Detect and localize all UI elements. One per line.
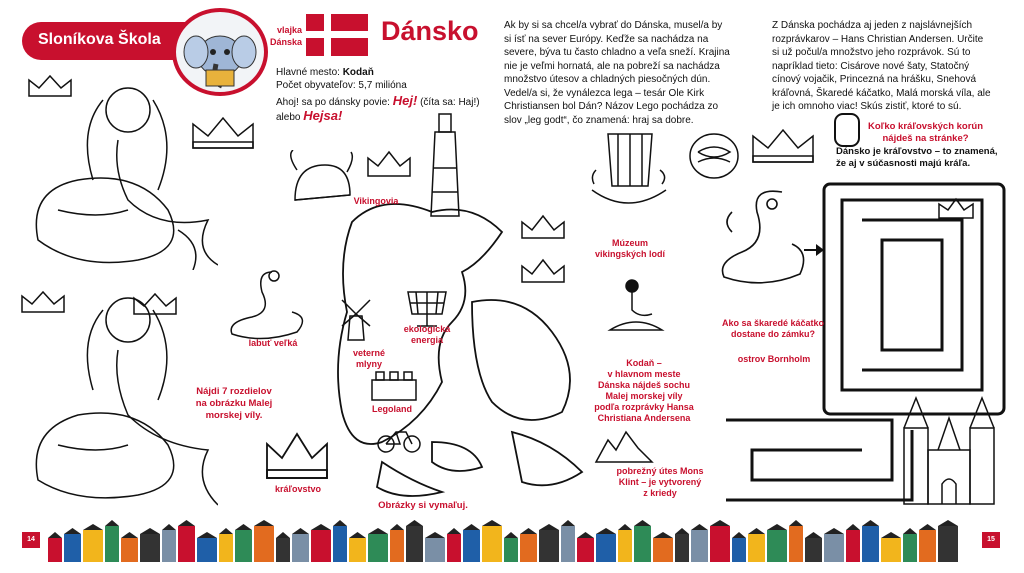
label-eko	[392, 324, 462, 346]
castle-icon	[894, 388, 1004, 508]
house-icon	[390, 530, 404, 562]
label-kodan-line: podľa rozprávky Hansa	[594, 402, 694, 412]
house-icon	[83, 530, 103, 562]
house-icon	[675, 534, 689, 562]
roof-icon	[805, 532, 822, 538]
roof-icon	[83, 524, 103, 530]
roof-icon	[577, 532, 594, 538]
roof-icon	[675, 528, 689, 534]
text-line: rozprávkarov – Hans Christian Andersen. Určite	[772, 33, 984, 45]
quiz-answer-1: Dánsko je kráľovstvo – to znamená,	[836, 146, 998, 157]
text-line: je ich omnoho viac! Skús zistiť, ktoré to sú.	[772, 101, 962, 112]
roof-icon	[197, 532, 217, 538]
text-line: množstvo útesov a chladných piesočných dún.	[504, 74, 711, 85]
house-icon	[824, 534, 844, 562]
label-mons	[610, 466, 710, 499]
house-icon	[349, 538, 366, 562]
quiz-answer-2: že aj v súčasnosti majú kráľa.	[836, 158, 971, 169]
house-icon	[805, 538, 822, 562]
denmark-flag-icon	[306, 14, 368, 56]
roof-icon	[634, 520, 651, 526]
label-mons-3: z kriedy	[643, 488, 677, 498]
house-icon	[539, 530, 559, 562]
house-icon	[292, 534, 309, 562]
house-icon	[504, 538, 518, 562]
text-line: si už počul/a množstvo jeho rozprávok. Sú to	[772, 47, 971, 58]
house-icon	[862, 526, 879, 562]
house-icon	[577, 538, 594, 562]
house-icon	[197, 538, 217, 562]
roof-icon	[596, 528, 616, 534]
house-icon	[463, 530, 480, 562]
house-icon	[618, 530, 632, 562]
label-kacatko	[718, 318, 828, 340]
label-muzeum-2: vikingských lodí	[594, 249, 666, 259]
label-kodan-line: v hlavnom meste	[607, 369, 681, 379]
text-line: Z Dánska pochádza aj jeden z najslávnejších	[772, 20, 973, 31]
page-number-right: 15	[982, 532, 1000, 548]
label-labut: labuť veľká	[248, 338, 298, 348]
house-icon	[634, 526, 651, 562]
house-icon	[140, 534, 160, 562]
house-icon	[732, 538, 746, 562]
population: Počet obyvateľov: 5,7 milióna	[276, 80, 407, 91]
house-icon	[368, 534, 388, 562]
label-veterne-2: mlyny	[355, 359, 382, 369]
house-icon	[162, 530, 176, 562]
crown-icon	[936, 196, 976, 222]
label-rozdiely-2: na obrázku Malej	[195, 398, 273, 409]
label-legoland: Legoland	[372, 404, 412, 414]
house-icon	[48, 538, 62, 562]
roof-icon	[653, 532, 673, 538]
house-icon	[121, 538, 138, 562]
label-eko-1: ekologická	[403, 324, 451, 334]
house-icon	[311, 530, 331, 562]
roof-icon	[64, 528, 81, 534]
capital-label: Hlavné mesto:	[276, 67, 340, 78]
quiz-question-2: nájdeš na stránke?	[882, 133, 969, 144]
roof-icon	[162, 524, 176, 530]
roof-icon	[235, 524, 252, 530]
label-kodan	[584, 358, 704, 424]
text-line: napríklad tieto: Cisárove nové šaty, Statočný	[772, 60, 970, 72]
text-line: nie je veľmi hornatá, ale na pobreží sa nachádza	[504, 60, 720, 72]
house-icon	[406, 526, 423, 562]
roof-icon	[938, 520, 958, 526]
crown-icon	[748, 124, 818, 168]
greeting-hej: Hej!	[392, 93, 418, 108]
text-line: severe, býva tu často chladno a veľa sneží. Krajina	[504, 47, 730, 58]
text-line: si ísť na sever Európy. Keďže sa nachádza na	[504, 33, 709, 45]
quiz-answer	[836, 146, 998, 170]
label-veterne	[344, 348, 394, 370]
label-muzeum	[580, 238, 680, 260]
label-kacatko-1: Ako sa škaredé káčatko	[721, 318, 825, 328]
flag-caption-line2: Dánska	[269, 37, 302, 47]
label-bornholm: ostrov Bornholm	[737, 354, 811, 364]
roof-icon	[219, 528, 233, 534]
text-line: Christiansen bol Dán? Názov Lego pochádza zo	[504, 101, 719, 112]
roof-icon	[178, 520, 195, 526]
paragraph-col1	[504, 19, 754, 127]
brand-banner	[22, 22, 197, 60]
roof-icon	[748, 528, 765, 534]
roof-icon	[292, 528, 309, 534]
roof-icon	[618, 524, 632, 530]
house-icon	[903, 534, 917, 562]
roof-icon	[447, 528, 461, 534]
swan-icon	[222, 262, 312, 342]
house-icon	[178, 526, 195, 562]
answer-box[interactable]	[834, 113, 860, 147]
cliff-icon	[594, 428, 654, 464]
greeting-prefix: Ahoj! sa po dánsky povie:	[276, 97, 390, 108]
fish-can-icon	[686, 128, 742, 184]
label-eko-2: energia	[410, 335, 443, 345]
crown-icon	[188, 112, 258, 154]
roof-icon	[349, 532, 366, 538]
house-icon	[710, 526, 730, 562]
text-line: Vedel/a si, že vynálezca lega – tesár Ole Kirk	[504, 87, 705, 99]
label-rozdiely	[186, 386, 282, 422]
label-kacatko-2: dostane do zámku?	[730, 329, 815, 339]
roof-icon	[368, 528, 388, 534]
house-icon	[254, 526, 274, 562]
house-icon	[235, 530, 252, 562]
roof-icon	[919, 524, 936, 530]
roof-icon	[425, 532, 445, 538]
greeting-hejsa: Hejsa!	[303, 108, 343, 123]
roof-icon	[691, 524, 708, 530]
crown-icon	[25, 72, 75, 100]
flag-caption-line1: vlajka	[276, 25, 302, 35]
text-line: slov „leg godt“, čo znamená: hraj sa dobre.	[504, 114, 694, 126]
roof-icon	[48, 532, 62, 538]
roof-icon	[732, 532, 746, 538]
roof-icon	[504, 532, 518, 538]
label-kodan-line: Malej morskej víly	[605, 391, 683, 401]
house-icon	[596, 534, 616, 562]
house-icon	[789, 526, 803, 562]
roof-icon	[903, 528, 917, 534]
roof-icon	[140, 528, 160, 534]
roof-icon	[105, 520, 119, 526]
roof-icon	[539, 524, 559, 530]
roof-icon	[121, 532, 138, 538]
crown-icon	[364, 148, 414, 180]
roof-icon	[406, 520, 423, 526]
house-icon	[846, 530, 860, 562]
roof-icon	[710, 520, 730, 526]
viking-ship-icon	[588, 126, 668, 222]
roof-icon	[824, 528, 844, 534]
house-icon	[653, 538, 673, 562]
roof-icon	[276, 532, 290, 538]
label-mons-2: Klint – je vytvorený	[618, 477, 702, 487]
label-veterne-1: veterné	[352, 348, 386, 358]
label-rozdiely-1: Nájdi 7 rozdielov	[196, 386, 272, 397]
text-line: kráľovná, Škaredé káčatko, Malá morská víla, ale	[772, 87, 991, 99]
mermaid-statue-icon	[606, 274, 666, 334]
lego-brick-icon	[368, 368, 420, 402]
text-line: cínový vojačik, Princezná na hrášku, Snehová	[772, 74, 976, 85]
greeting-alt-prefix: alebo	[276, 112, 301, 123]
quiz-question-1: Koľko kráľovských korún	[868, 121, 984, 132]
roof-icon	[333, 520, 347, 526]
house-icon	[447, 534, 461, 562]
house-icon	[425, 538, 445, 562]
mermaid-drawing-icon[interactable]	[18, 70, 218, 270]
house-icon	[64, 534, 81, 562]
house-icon	[938, 526, 958, 562]
label-vymaluj: Obrázky si vymaľuj.	[378, 500, 468, 511]
greeting-read: (číta sa: Haj!)	[420, 97, 480, 108]
roof-icon	[561, 520, 575, 526]
house-icon	[748, 534, 765, 562]
roof-icon	[767, 524, 787, 530]
roof-icon	[390, 524, 404, 530]
label-vikingovia: Vikingovia	[353, 196, 399, 206]
house-icon	[219, 534, 233, 562]
roof-icon	[520, 528, 537, 534]
brand-title: Sloníkova Škola	[38, 31, 161, 48]
label-rozdiely-3: morskej víly.	[205, 410, 263, 421]
page-title: Dánsko	[381, 16, 479, 46]
house-icon	[881, 538, 901, 562]
paragraph-col2	[772, 19, 1012, 114]
footer-houses-border	[0, 516, 1024, 566]
windmill-icon	[338, 296, 374, 342]
label-kodan-line: Dánska nájdeš sochu	[597, 380, 691, 390]
crown-quiz	[868, 121, 983, 145]
solar-panel-icon	[402, 288, 452, 328]
roof-icon	[311, 524, 331, 530]
flag-caption	[262, 24, 302, 48]
roof-icon	[789, 520, 803, 526]
roof-icon	[254, 520, 274, 526]
roof-icon	[482, 520, 502, 526]
roof-icon	[463, 524, 480, 530]
roof-icon	[881, 532, 901, 538]
crown-icon	[130, 290, 180, 318]
label-kralovstvo: kráľovstvo	[275, 484, 321, 494]
house-icon	[561, 526, 575, 562]
house-icon	[919, 530, 936, 562]
crown-icon	[18, 288, 68, 316]
roof-icon	[846, 524, 860, 530]
house-icon	[767, 530, 787, 562]
label-kodan-line: Christiana Andersena	[597, 413, 691, 423]
label-kodan-line: Kodaň –	[626, 358, 662, 368]
house-icon	[105, 526, 119, 562]
capital-value: Kodaň	[342, 67, 374, 78]
house-icon	[520, 534, 537, 562]
text-line: Ak by si sa chcel/a vybrať do Dánska, musel/a by	[504, 20, 723, 31]
bicycle-icon	[376, 424, 422, 454]
label-muzeum-1: Múzeum	[612, 238, 648, 248]
house-icon	[482, 526, 502, 562]
page-number-left: 14	[22, 532, 40, 548]
house-icon	[333, 526, 347, 562]
house-icon	[691, 530, 708, 562]
house-icon	[276, 538, 290, 562]
roof-icon	[862, 520, 879, 526]
label-mons-1: pobrežný útes Mons	[616, 466, 704, 476]
